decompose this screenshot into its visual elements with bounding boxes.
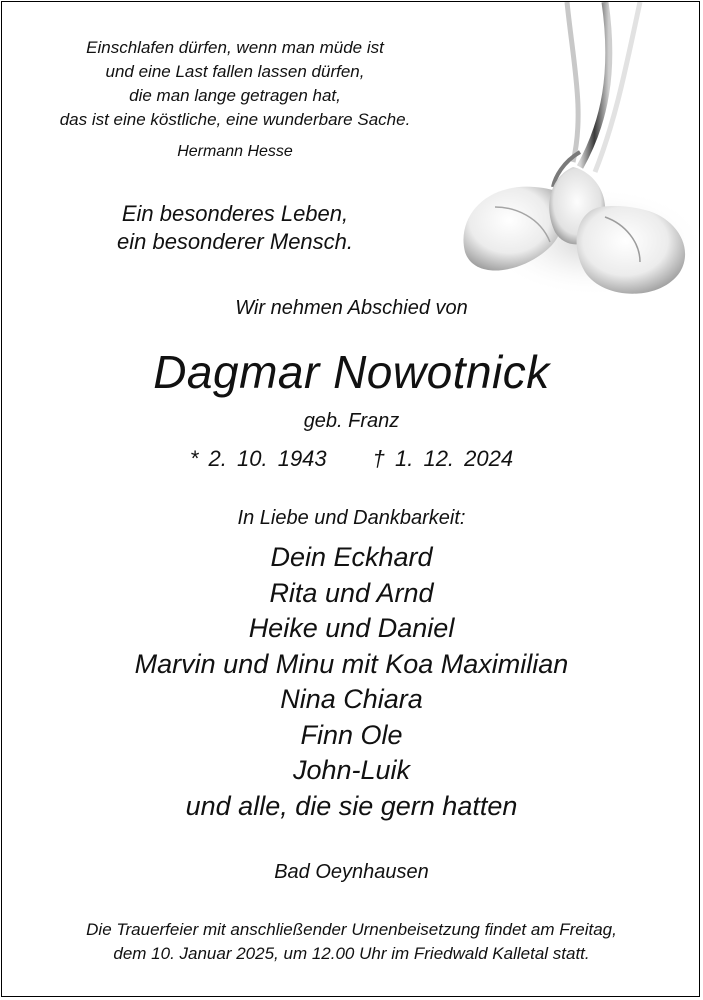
poem-quote xyxy=(20,36,450,132)
mourners-list xyxy=(0,540,703,824)
quote-line: die man lange getragen hat, xyxy=(129,86,341,105)
motto xyxy=(20,200,450,256)
mourner-entry: Marvin und Minu mit Koa Maximilian xyxy=(134,648,569,679)
calla-lily-icon xyxy=(455,2,700,302)
place: Bad Oeynhausen xyxy=(274,861,429,883)
life-dates xyxy=(0,446,703,472)
funeral-notice xyxy=(0,918,703,966)
mourner-entry: Rita und Arnd xyxy=(269,577,434,608)
quote-line: das ist eine köstliche, eine wunderbare Sache. xyxy=(59,110,411,129)
notice-line: Die Trauerfeier mit anschließender Urnenbeisetzung findet am Freitag, xyxy=(86,920,617,939)
mourner-entry: Heike und Daniel xyxy=(248,613,455,643)
farewell-intro: Wir nehmen Abschied von xyxy=(235,297,468,319)
mourner-entry: Finn Ole xyxy=(300,719,403,750)
mourner-entry: Nina Chiara xyxy=(280,684,423,714)
maiden-name: geb. Franz xyxy=(303,410,400,432)
death-date: † 1. 12. 2024 xyxy=(372,446,514,471)
thanks-line: In Liebe und Dankbarkeit: xyxy=(237,507,466,529)
notice-line: dem 10. Januar 2025, um 12.00 Uhr im Friedwald Kalletal statt. xyxy=(113,944,590,963)
birth-date: * 2. 10. 1943 xyxy=(189,446,327,471)
mourner-entry: und alle, die sie gern hatten xyxy=(185,790,518,821)
motto-line: Ein besonderes Leben, xyxy=(121,201,349,226)
quote-author: Hermann Hesse xyxy=(177,143,293,160)
deceased-name: Dagmar Nowotnick xyxy=(153,346,550,398)
quote-line: und eine Last fallen lassen dürfen, xyxy=(105,62,365,81)
quote-line: Einschlafen dürfen, wenn man müde ist xyxy=(86,38,384,57)
mourner-entry: John-Luik xyxy=(292,755,411,785)
motto-line: ein besonderer Mensch. xyxy=(116,229,354,254)
mourner-entry: Dein Eckhard xyxy=(270,542,433,572)
